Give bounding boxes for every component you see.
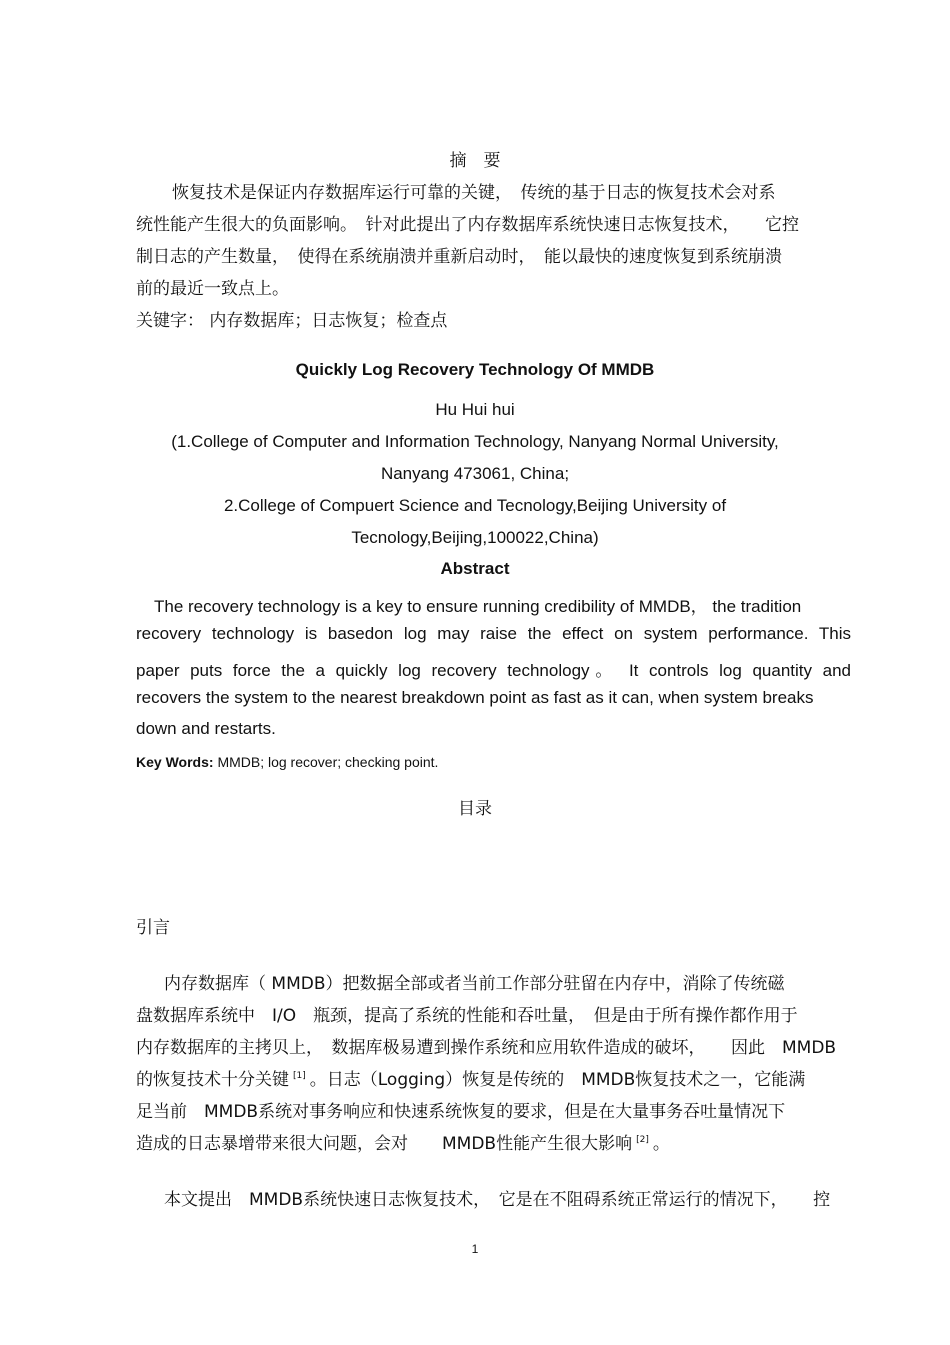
cn-abstract-line-4: 前的最近一致点上。 xyxy=(136,279,289,299)
intro-p1-line-2: 盘数据库系统中 I/O 瓶颈，提高了系统的性能和吞吐量， 但是由于所有操作都作用于 xyxy=(136,1006,798,1026)
abstract-heading: Abstract xyxy=(440,559,510,578)
intro-p1-line-6-part-b: 。 xyxy=(652,1134,670,1154)
intro-p1-line-1: 内存数据库（ MMDB）把数据全部或者当前工作部分驻留在内存中，消除了传统磁 xyxy=(164,974,785,994)
affiliation-line-3: 2.College of Compuert Science and Tecnology,Beijing University of xyxy=(223,496,727,515)
citation-1: [1] xyxy=(293,1071,306,1082)
affiliation-line-1: (1.College of Computer and Information Technology, Nanyang Normal University, xyxy=(171,432,779,451)
intro-heading: 引言 xyxy=(136,918,170,938)
cn-abstract-line-1: 恢复技术是保证内存数据库运行可靠的关键， 传统的基于日志的恢复技术会对系 xyxy=(172,183,776,203)
en-keywords-text: MMDB; log recover; checking point. xyxy=(217,754,439,770)
cn-abstract-line-2: 统性能产生很大的负面影响。 针对此提出了内存数据库系统快速日志恢复技术， 它控 xyxy=(136,215,799,235)
abstract-line-1: The recovery technology is a key to ensure running credibility of MMDB， the tradition xyxy=(154,597,802,616)
citation-2: [2] xyxy=(636,1135,649,1146)
intro-p2-line-1: 本文提出 MMDB系统快速日志恢复技术， 它是在不阻碍系统正常运行的情况下， 控 xyxy=(164,1190,831,1210)
affiliation-line-2: Nanyang 473061, China; xyxy=(380,464,570,483)
cn-keywords: 关键字： 内存数据库；日志恢复；检查点 xyxy=(136,311,448,331)
english-title: Quickly Log Recovery Technology Of MMDB xyxy=(295,360,655,379)
intro-p1-line-4-part-b: 。日志（Logging）恢复是传统的 MMDB恢复技术之一，它能满 xyxy=(309,1070,806,1090)
intro-p1-line-6 xyxy=(136,1129,670,1154)
en-keywords-label: Key Words: xyxy=(136,754,214,770)
abstract-line-2: recovery technology is basedon log may raise the effect on system performance. This xyxy=(136,624,851,643)
intro-p1-line-6-part-a: 造成的日志暴增带来很大问题，会对 MMDB性能产生很大影响 xyxy=(136,1134,633,1154)
page-number: 1 xyxy=(471,1242,479,1256)
cn-abstract-line-3: 制日志的产生数量， 使得在系统崩溃并重新启动时， 能以最快的速度恢复到系统崩溃 xyxy=(136,247,782,267)
abstract-line-5: down and restarts. xyxy=(136,719,276,738)
abstract-line-3: paper puts force the a quickly log recovery technology。 It controls log quantity and xyxy=(136,661,851,680)
abstract-line-4: recovers the system to the nearest breakdown point as fast as it can, when system breaks xyxy=(136,688,814,707)
author-name: Hu Hui hui xyxy=(435,400,515,419)
toc-title: 目录 xyxy=(458,799,492,819)
intro-p1-line-5: 足当前 MMDB系统对事务响应和快速系统恢复的要求，但是在大量事务吞吐量情况下 xyxy=(136,1102,786,1122)
intro-p1-line-4-part-a: 的恢复技术十分关键 xyxy=(136,1070,289,1090)
en-keywords xyxy=(136,754,438,770)
intro-p1-line-3: 内存数据库的主拷贝上， 数据库极易遭到操作系统和应用软件造成的破坏， 因此 MMDB xyxy=(136,1038,837,1058)
cn-abstract-title: 摘 要 xyxy=(449,151,501,171)
intro-p1-line-4 xyxy=(136,1065,805,1090)
affiliation-line-4: Tecnology,Beijing,100022,China) xyxy=(351,528,599,547)
